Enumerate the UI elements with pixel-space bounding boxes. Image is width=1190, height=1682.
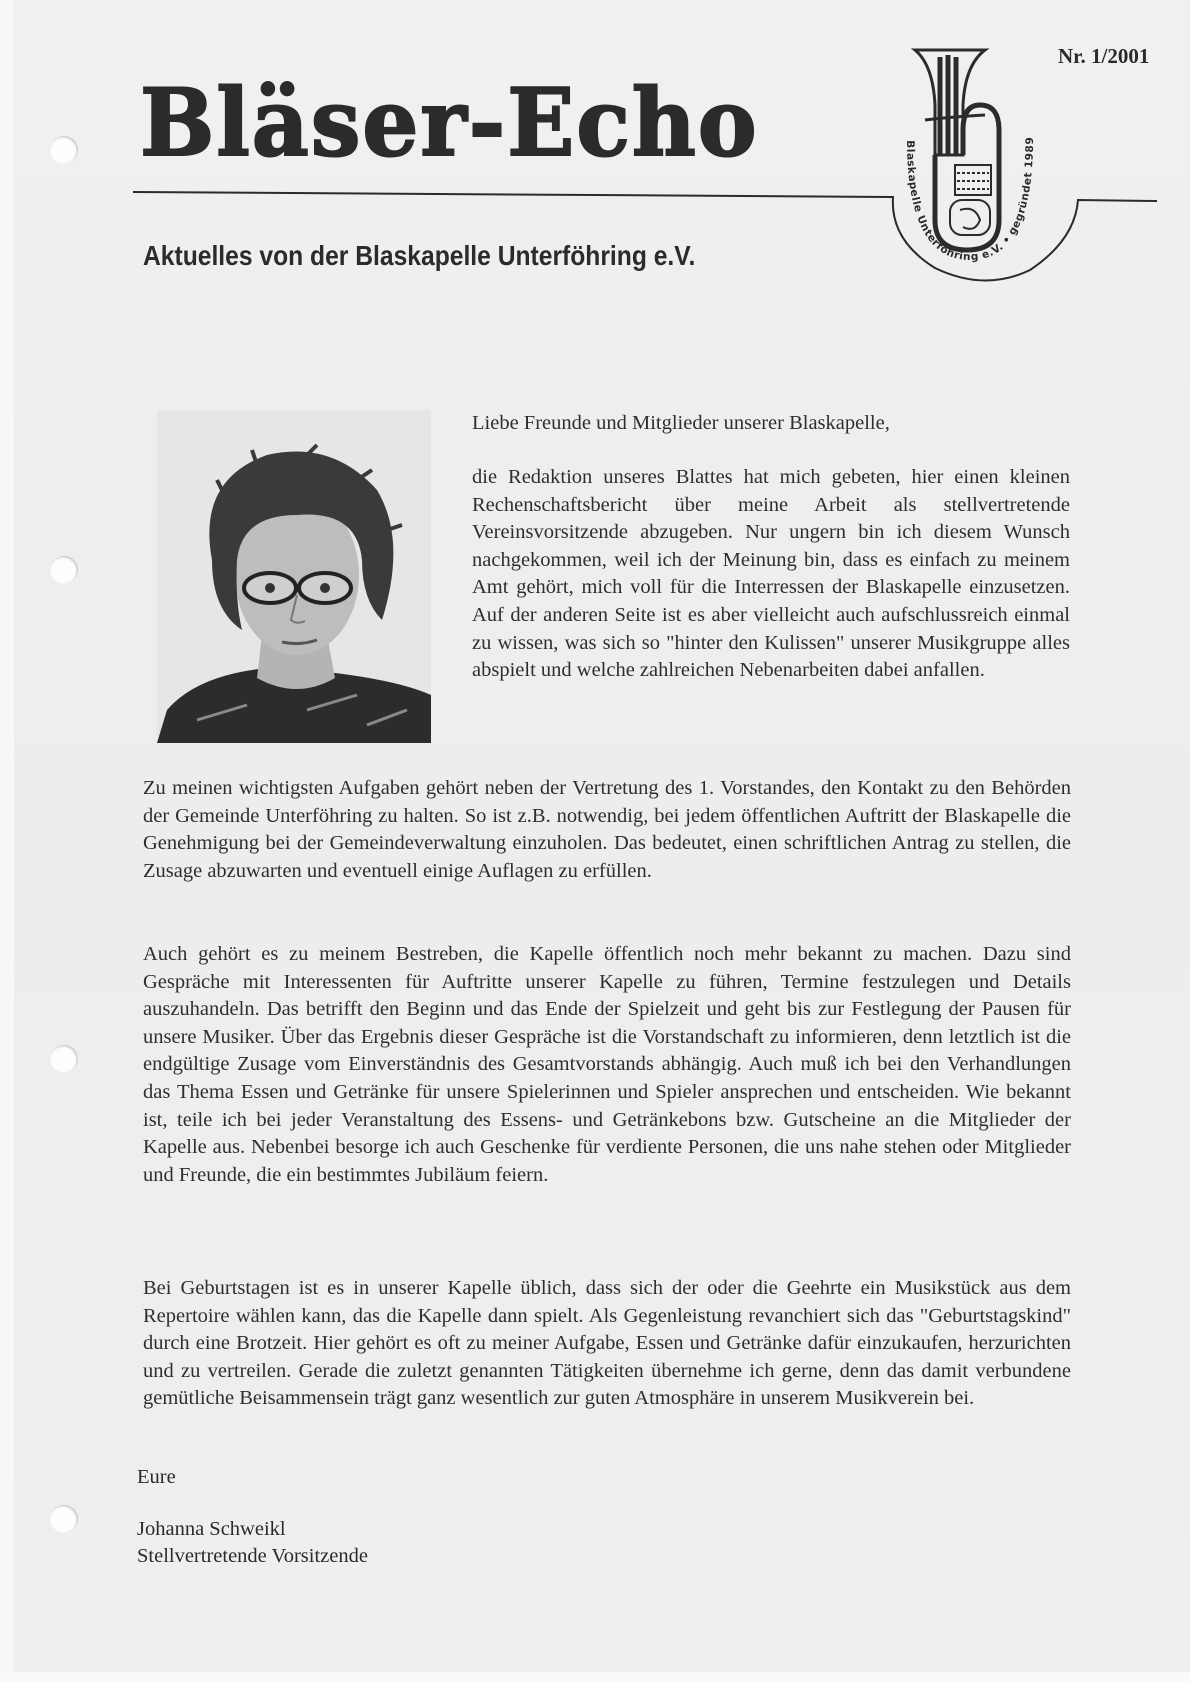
- logo-ring-text: Blaskapelle Unterföhring e.V. • gegründet 1989: [903, 136, 1037, 264]
- issue-number: Nr. 1/2001: [1058, 44, 1150, 68]
- masthead-subtitle: Aktuelles von der Blaskapelle Unterföhring e.V.: [143, 240, 696, 271]
- scan-edge-bottom: [0, 1672, 1190, 1682]
- letter-paragraph: die Redaktion unseres Blattes hat mich gebeten, hier einen kleinen Rechenschaftsbericht über meine Arbeit als stellvertretende Vereinsvorsitzende abzugeben. Nur ungern bin ich diesem Wunsch nachgekommen, weil ich der Meinung bin, dass es einfach zu meinem Amt gehört, mich voll für die Interressen der Blaskapelle einzusetzen. Auf der anderen Seite ist es aber vielleicht auch aufschlussreich einmal zu wissen, was sich so "hinter den Kulissen" unserer Musikgruppe alles abspielt und welche zahlreichen Nebenarbeiten dabei anfallen.: [472, 466, 1070, 682]
- signature-name: Johanna Schweikl: [137, 1518, 286, 1540]
- signature-role: Stellvertretende Vorsitzende: [137, 1545, 368, 1567]
- letter-paragraph: Zu meinen wichtigsten Aufgaben gehört neben der Vertretung des 1. Vorstandes, den Kontakt zu den Behörden der Gemeinde Unterföhring zu halten. So ist z.B. notwendig, bei jedem öffentlichen Auftritt der Blaskapelle die Genehmigung bei der Gemeindeverwaltung einzuholen. Das bedeutet, einen schriftlichen Antrag zu stellen, die Zusage abzuwarten und eventuell einige Auflagen zu erfüllen.: [143, 777, 1071, 882]
- punch-hole: [50, 1505, 78, 1533]
- punch-hole: [50, 136, 78, 164]
- letter-paragraph: Auch gehört es zu meinem Bestreben, die Kapelle öffentlich noch mehr bekannt zu machen. Dazu sind Gespräche mit Interessenten für Auftritte unserer Kapelle zu führen, Termine festzulegen und Details auszuhandeln. Das betrifft den Beginn und das Ende der Spielzeit und geht bis zur Festlegung der Pausen für unsere Musiker. Über das Ergebnis dieser Gespräche ist die Vorstandschaft zu informieren, denn letztlich ist die endgültige Zusage vom Einverständnis des Gesamtvorstands abhängig. Auch muß ich bei den Verhandlungen das Thema Essen und Getränke für unsere Spielerinnen und Spieler ansprechen und entscheiden. Wie bekannt ist, teile ich bei jeder Veranstaltung des Essens- und Getränkebons bzw. Gutscheine an die Mitglieder der Kapelle aus. Nebenbei besorge ich auch Geschenke für verdiente Personen, die uns nahe stehen oder Mitglieder und Freunde, die ein bestimmtes Jubiläum feiern.: [143, 943, 1071, 1186]
- author-portrait: [157, 410, 431, 743]
- letter-greeting: Liebe Freunde und Mitglieder unserer Blaskapelle,: [472, 412, 890, 434]
- punch-hole: [50, 556, 78, 584]
- letter-paragraph: Bei Geburtstagen ist es in unserer Kapelle üblich, dass sich der oder die Geehrte ein Musikstück aus dem Repertoire wählen kann, das die Kapelle dann spielt. Als Gegenleistung revanchiert sich das "Geburtstagskind" durch eine Brotzeit. Hier gehört es oft zu meiner Aufgabe, Essen und Getränke dafür einzukaufen, herzurichten und zu vertreilen. Gerade die zuletzt genannten Tätigkeiten übernehme ich gerne, denn das damit verbundene gemütliche Beisammensein trägt ganz wesentlich zur guten Atmosphäre in unserem Musikverein bei.: [143, 1277, 1071, 1410]
- scan-edge: [0, 0, 14, 1682]
- letter-closing: Eure: [137, 1466, 176, 1488]
- punch-hole: [50, 1045, 78, 1073]
- masthead-title: Bläser-Echo: [140, 67, 759, 177]
- tuba-icon: [895, 45, 1045, 275]
